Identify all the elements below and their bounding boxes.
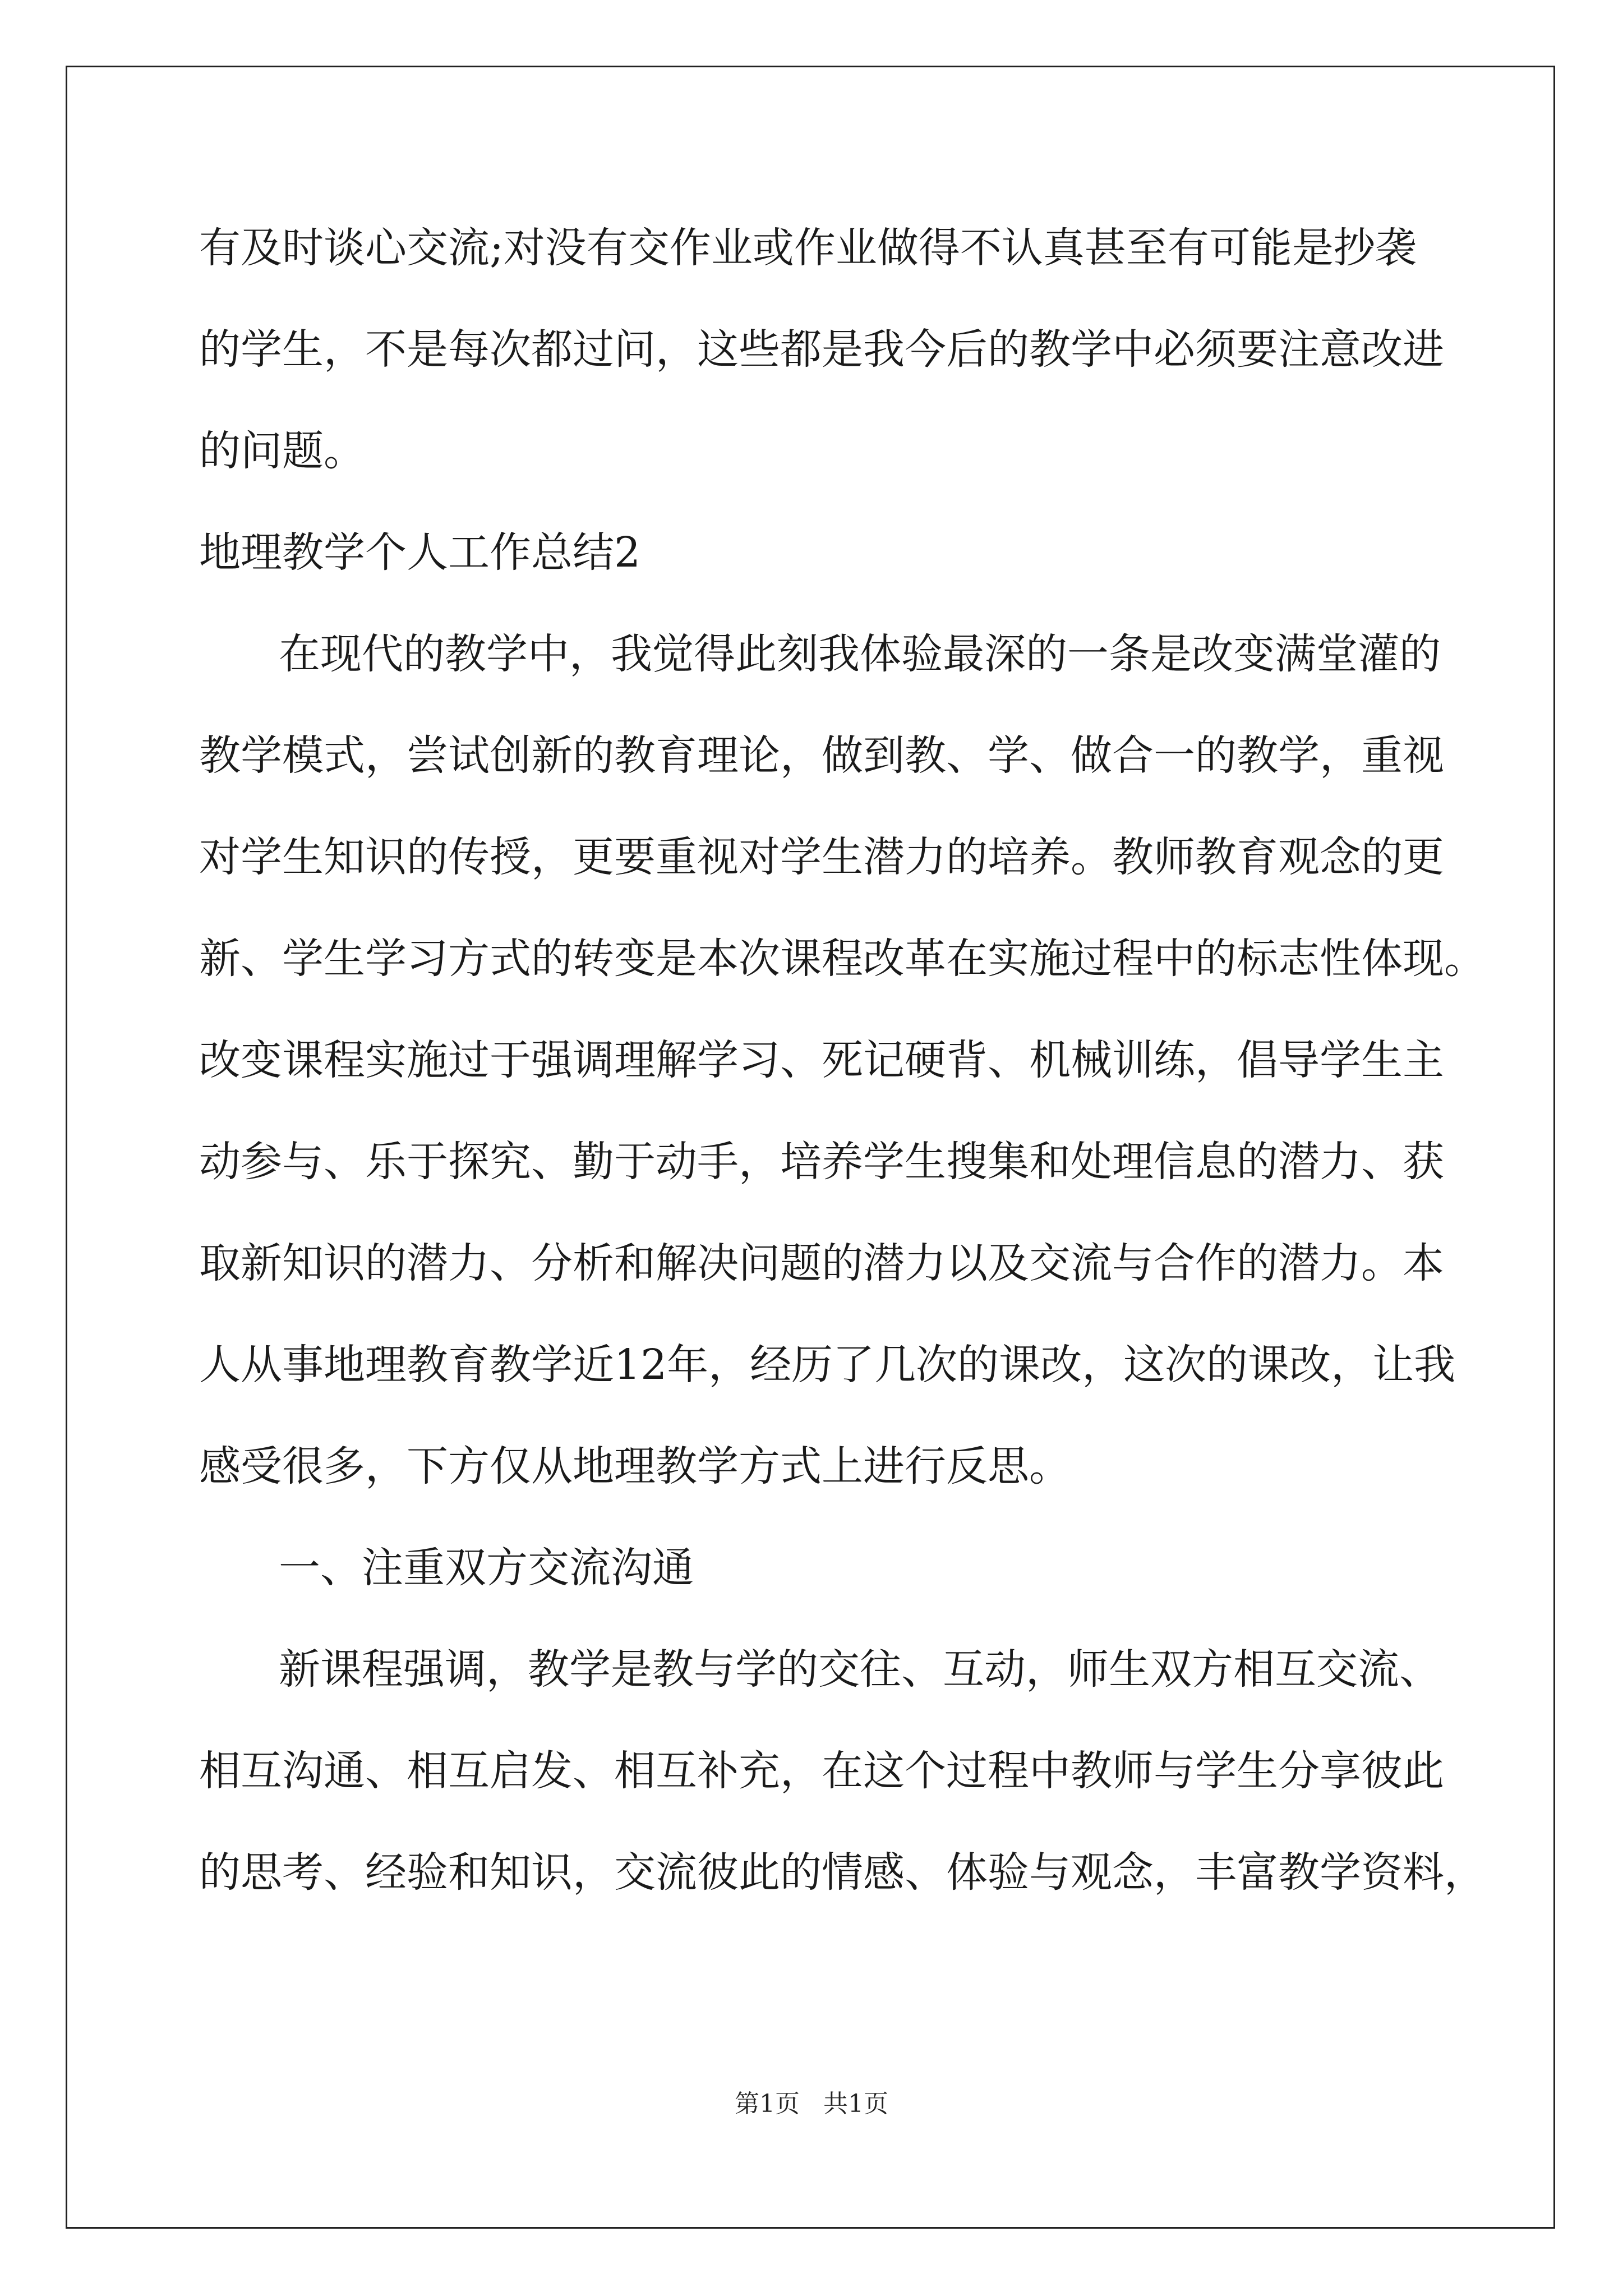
paragraph-1-line-4: 新、学生学习方式的转变是本次课程改革在实施过程中的标志性体现。 [199, 935, 1486, 983]
paragraph-1-line-6: 动参与、乐于探究、勤于动手，培养学生搜集和处理信息的潜力、获 [199, 1138, 1444, 1186]
page-number-footer: 第1页 共1页 [735, 2090, 888, 2118]
paragraph-1-line-1: 在现代的教学中，我觉得此刻我体验最深的一条是改变满堂灌的 [279, 630, 1441, 678]
paragraph-1-line-7: 取新知识的潜力、分析和解决问题的潜力以及交流与合作的潜力。本 [199, 1239, 1444, 1287]
paragraph-2-line-3: 的思考、经验和知识，交流彼此的情感、体验与观念，丰富教学资料， [199, 1848, 1486, 1897]
paragraph-1-line-3: 对学生知识的传授，更要重视对学生潜力的培养。教师教育观念的更 [199, 833, 1444, 881]
section-heading: 地理教学个人工作总结2 [199, 528, 641, 577]
paragraph-2-line-1: 新课程强调，教学是教与学的交往、互动，师生双方相互交流、 [279, 1645, 1441, 1694]
paragraph-1-line-8: 人从事地理教育教学近12年，经历了几次的课改，这次的课改，让我 [199, 1341, 1456, 1389]
paragraph-1-line-2: 教学模式，尝试创新的教育理论，做到教、学、做合一的教学，重视 [199, 731, 1444, 780]
body-line-2: 的学生，不是每次都过问，这些都是我今后的教学中必须要注意改进 [199, 325, 1444, 374]
paragraph-1-line-9: 感受很多，下方仅从地理教学方式上进行反思。 [199, 1442, 1071, 1490]
body-line-1: 有及时谈心交流;对没有交作业或作业做得不认真甚至有可能是抄袭 [199, 224, 1417, 272]
paragraph-2-line-2: 相互沟通、相互启发、相互补充，在这个过程中教师与学生分享彼此 [199, 1747, 1444, 1795]
subheading-1: 一、注重双方交流沟通 [279, 1544, 694, 1592]
body-line-3: 的问题。 [199, 427, 365, 475]
paragraph-1-line-5: 改变课程实施过于强调理解学习、死记硬背、机械训练，倡导学生主 [199, 1036, 1444, 1084]
